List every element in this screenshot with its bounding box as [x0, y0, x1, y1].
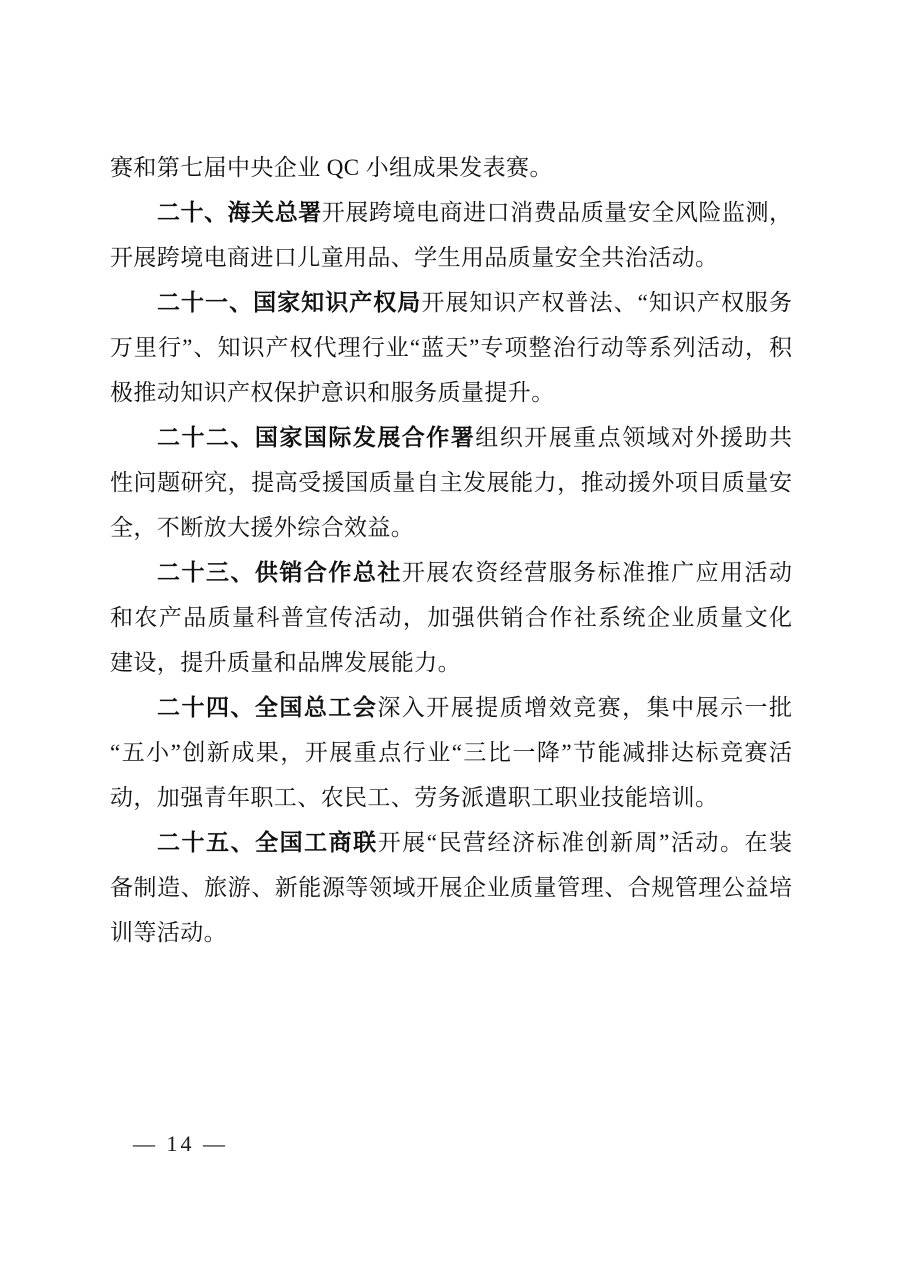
line-text: 开展跨境电商进口消费品质量安全风险监测， — [321, 200, 793, 225]
text-line — [110, 730, 792, 775]
text-line — [110, 505, 792, 550]
line-bold-lead: 二十五、全国工商联 — [157, 829, 378, 855]
text-line — [110, 280, 792, 325]
line-text: 备制造、旅游、新能源等领域开展企业质量管理、合规管理公益培 — [110, 875, 792, 900]
line-text: 性问题研究，提高受援国质量自主发展能力，推动援外项目质量安 — [110, 470, 792, 495]
text-line — [110, 190, 792, 235]
text-line — [110, 865, 792, 910]
page-number: — 14 — — [133, 1131, 228, 1156]
text-line — [110, 820, 792, 865]
text-line — [110, 685, 792, 730]
line-text: 开展跨境电商进口儿童用品、学生用品质量安全共治活动。 — [110, 245, 719, 270]
text-line — [110, 415, 792, 460]
line-text: 开展“民营经济标准创新周”活动。在装 — [377, 830, 792, 855]
text-line — [110, 235, 792, 280]
line-text: “五小”创新成果，开展重点行业“三比一降”节能减排达标竞赛活 — [110, 740, 792, 765]
text-line — [110, 460, 792, 505]
line-text: 万里行”、知识产权代理行业“蓝天”专项整治行动等系列活动，积 — [110, 335, 792, 360]
text-line — [110, 145, 792, 190]
line-text: 训等活动。 — [110, 920, 227, 945]
text-line — [110, 325, 792, 370]
text-line — [110, 550, 792, 595]
line-text: 深入开展提质增效竞赛，集中展示一批 — [377, 695, 793, 720]
text-line — [110, 910, 792, 955]
body-text — [110, 145, 792, 955]
line-bold-lead: 二十四、全国总工会 — [157, 694, 378, 720]
line-text: 开展知识产权普法、“知识产权服务 — [421, 290, 793, 315]
line-text: 开展农资经营服务标准推广应用活动 — [401, 560, 793, 585]
text-line — [110, 640, 792, 685]
text-line — [110, 370, 792, 415]
text-line — [110, 595, 792, 640]
text-line — [110, 775, 792, 820]
line-text: 赛和第七届中央企业 QC 小组成果发表赛。 — [110, 155, 553, 180]
line-text: 极推动知识产权保护意识和服务质量提升。 — [110, 380, 555, 405]
line-text: 建设，提升质量和品牌发展能力。 — [110, 650, 461, 675]
line-bold-lead: 二十一、国家知识产权局 — [157, 289, 422, 315]
line-bold-lead: 二十三、供销合作总社 — [157, 559, 402, 585]
line-text: 动，加强青年职工、农民工、劳务派遣职工职业技能培训。 — [110, 785, 719, 810]
line-bold-lead: 二十、海关总署 — [157, 199, 322, 225]
line-bold-lead: 二十二、国家国际发展合作署 — [157, 424, 476, 450]
line-text: 全，不断放大援外综合效益。 — [110, 515, 415, 540]
line-text: 组织开展重点领域对外援助共 — [475, 425, 793, 450]
line-text: 和农产品质量科普宣传活动，加强供销合作社系统企业质量文化 — [110, 605, 792, 630]
